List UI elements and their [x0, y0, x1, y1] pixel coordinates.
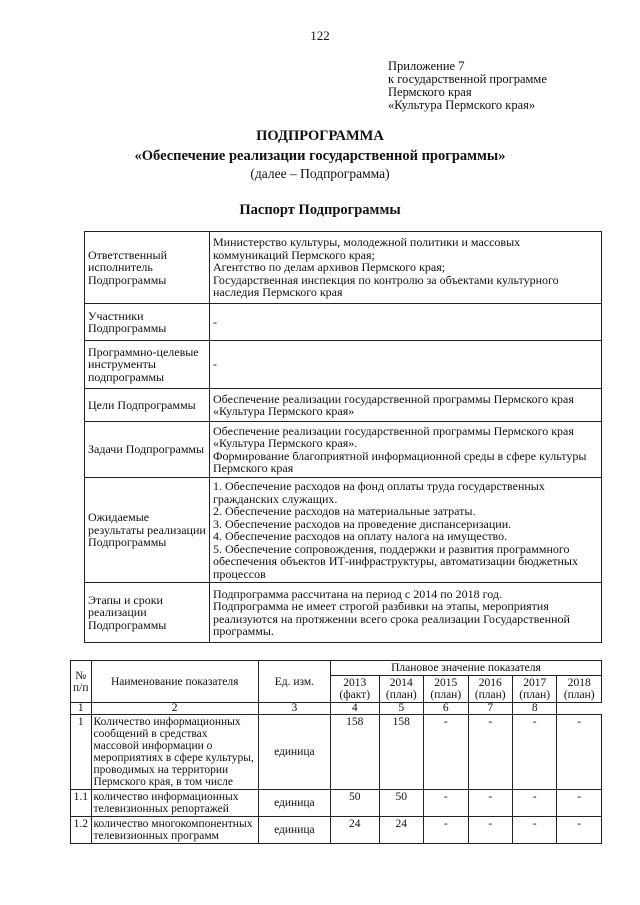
appendix-line: Приложение 7	[388, 59, 465, 73]
appendix-note	[388, 60, 547, 112]
passport-value-line: Обеспечение реализации государственной программы Пермского края «Культура Пермского края»	[213, 391, 574, 418]
row-name: количество многокомпонентных телевизионных программ	[91, 817, 258, 844]
passport-value-line: -	[213, 357, 217, 372]
header-name: Наименование показателя	[91, 661, 258, 703]
passport-value	[210, 422, 602, 478]
passport-value-line: 2. Обеспечение расходов на материальные затраты.	[213, 504, 476, 518]
page-number: 122	[310, 28, 330, 43]
row-unit: единица	[258, 790, 330, 817]
column-number: 8	[512, 703, 556, 715]
table-row	[71, 817, 602, 844]
passport-label: Программно-целевые инструменты подпрограммы	[85, 341, 210, 389]
row-value: -	[557, 817, 602, 844]
appendix-line: «Культура Пермского края»	[388, 98, 536, 112]
appendix-line: Пермского края	[388, 85, 472, 99]
passport-label: Задачи Подпрограммы	[85, 422, 210, 478]
row-value: 158	[379, 715, 423, 790]
passport-value-line: -	[213, 314, 217, 329]
document-note: (далее – Подпрограмма)	[250, 166, 390, 181]
row-value: -	[424, 817, 468, 844]
appendix-line: к государственной программе	[388, 72, 547, 86]
column-number: 3	[258, 703, 330, 715]
row-value: -	[424, 715, 468, 790]
passport-value	[210, 304, 602, 341]
row-value: -	[468, 817, 512, 844]
header-year: 2018 (план)	[557, 676, 602, 703]
row-value: -	[557, 715, 602, 790]
row-value: -	[557, 790, 602, 817]
row-name: количество информационных телевизионных репортажей	[91, 790, 258, 817]
passport-value-line: Государственная инспекция по контролю за объектами культурного наследия Пермского края	[213, 272, 559, 300]
passport-label: Цели Подпрограммы	[85, 389, 210, 422]
passport-row	[85, 341, 602, 389]
header-planned: Плановое значение показателя	[330, 661, 601, 676]
column-number: 7	[468, 703, 512, 715]
row-value: -	[512, 817, 556, 844]
passport-label: Ответственный исполнитель Подпрограммы	[85, 232, 210, 304]
row-value: 158	[330, 715, 379, 790]
table-row	[71, 715, 602, 790]
row-value: 24	[379, 817, 423, 844]
row-value: -	[512, 715, 556, 790]
table-row	[71, 790, 602, 817]
header-num: № п/п	[71, 661, 92, 703]
passport-title: Паспорт Подпрограммы	[239, 202, 401, 218]
passport-value-line: Подпрограмма рассчитана на период с 2014 по 2018 год.	[213, 586, 502, 601]
passport-label: Ожидаемые результаты реализации Подпрограммы	[85, 478, 210, 583]
passport-value-line: Министерство культуры, молодежной политики и массовых коммуникаций Пермского края;	[213, 235, 521, 262]
passport-value	[210, 478, 602, 583]
passport-value-line: Подпрограмма не имеет строгой разбивки на этапы, мероприятия реализуются на протяжении всего срока реализации Государственной программы.	[213, 599, 570, 638]
passport-value-line: 3. Обеспечение расходов на проведение диспансеризации.	[213, 516, 512, 531]
passport-table	[84, 231, 602, 643]
passport-row	[85, 583, 602, 643]
passport-value-line: 4. Обеспечение расходов на оплату налога на имущество.	[213, 529, 508, 543]
passport-value	[210, 389, 602, 422]
passport-value-line: 1. Обеспечение расходов на фонд оплаты труда государственных гражданских служащих.	[213, 479, 545, 506]
passport-value-line: 5. Обеспечение сопровождения, поддержки и развития программного обеспечения объектов ИТ-инфраструктуры, автоматизации бюджетных процессов	[213, 541, 578, 581]
header-year: 2015 (план)	[424, 676, 468, 703]
row-unit: единица	[258, 715, 330, 790]
row-num: 1	[71, 715, 92, 790]
passport-value	[210, 232, 602, 304]
row-num: 1.2	[71, 817, 92, 844]
header-year: 2013 (факт)	[330, 676, 379, 703]
row-value: -	[512, 790, 556, 817]
column-number: 5	[379, 703, 423, 715]
header-year: 2016 (план)	[468, 676, 512, 703]
column-number: 1	[71, 703, 92, 715]
row-value: -	[424, 790, 468, 817]
passport-label: Участники Подпрограммы	[85, 304, 210, 341]
header-year: 2014 (план)	[379, 676, 423, 703]
passport-value	[210, 583, 602, 643]
row-value: -	[468, 715, 512, 790]
passport-value-line: Агентство по делам архивов Пермского края;	[213, 260, 446, 275]
column-number: 6	[424, 703, 468, 715]
header-year: 2017 (план)	[512, 676, 556, 703]
column-number: 4	[330, 703, 379, 715]
document-title: ПОДПРОГРАММА	[256, 128, 384, 144]
column-number-row	[71, 703, 602, 715]
passport-row	[85, 478, 602, 583]
row-num: 1.1	[71, 790, 92, 817]
passport-row	[85, 232, 602, 304]
row-unit: единица	[258, 817, 330, 844]
row-value: 50	[330, 790, 379, 817]
passport-row	[85, 304, 602, 341]
header-unit: Ед. изм.	[258, 661, 330, 703]
indicators-table	[70, 660, 602, 844]
row-value: 50	[379, 790, 423, 817]
column-number: 2	[91, 703, 258, 715]
row-value: 24	[330, 817, 379, 844]
row-value: -	[468, 790, 512, 817]
passport-label: Этапы и сроки реализации Подпрограммы	[85, 583, 210, 643]
passport-value-line: Обеспечение реализации государственной программы Пермского края «Культура Пермского края».	[213, 423, 574, 450]
passport-row	[85, 389, 602, 422]
passport-row	[85, 422, 602, 478]
row-name: Количество информационных сообщений в средствах массовой информации о мероприятиях в сфере культуры, проводимых на территории Пермского края, в том числе	[91, 715, 258, 790]
document-subtitle: «Обеспечение реализации государственной программы»	[134, 148, 506, 164]
passport-value	[210, 341, 602, 389]
passport-value-line: Формирование благоприятной информационной среды в сфере культуры Пермского края	[213, 448, 587, 475]
header-row	[71, 661, 602, 676]
